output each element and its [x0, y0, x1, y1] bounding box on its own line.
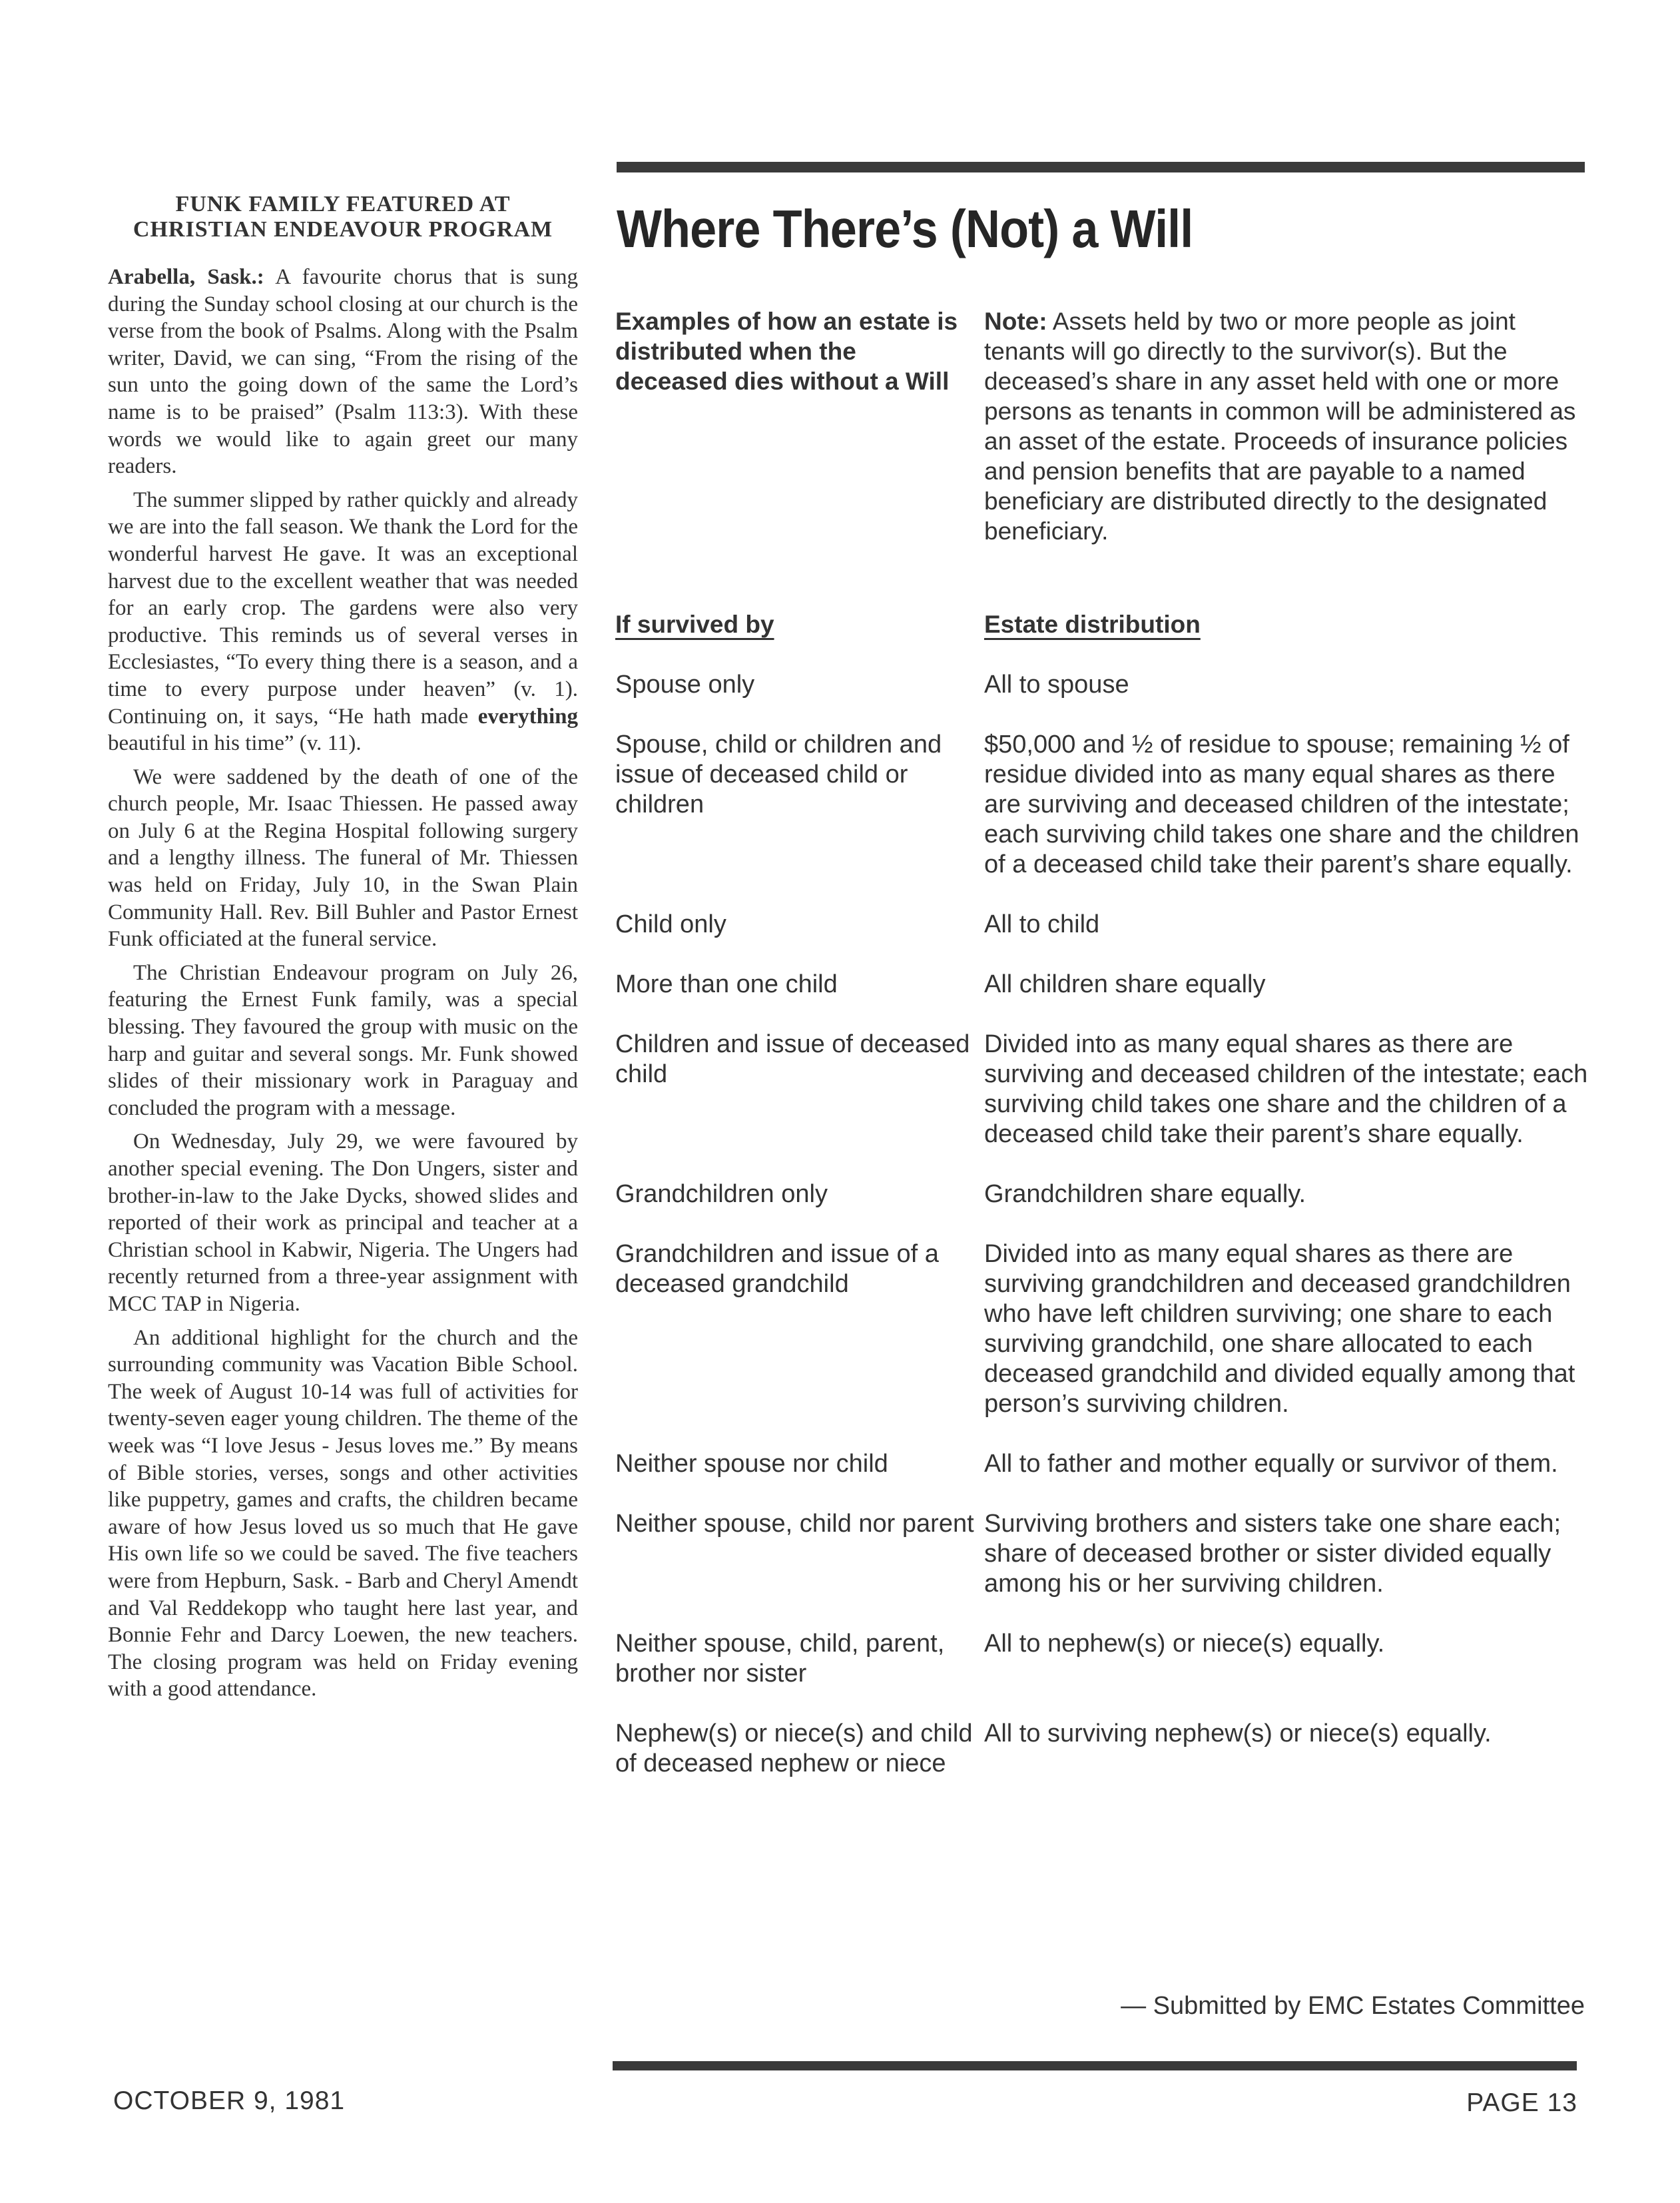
survived-by-cell: Neither spouse, child, parent, brother nor sister: [615, 1630, 945, 1688]
table-row: [615, 1719, 1594, 1779]
distribution-cell: Grandchildren share equally.: [984, 1180, 1306, 1208]
table-row: [615, 1030, 1594, 1149]
column-header-survived-by: If survived by: [615, 611, 774, 638]
dateline: Arabella, Sask.:: [108, 265, 264, 289]
survived-by-cell: Grandchildren only: [615, 1180, 828, 1208]
paragraph-2-text-b: beautiful in his time” (v. 11).: [108, 731, 362, 756]
survived-by-cell: Grandchildren and issue of a deceased grandchild: [615, 1240, 939, 1298]
survived-by-cell: Neither spouse, child nor parent: [615, 1510, 974, 1538]
table-row: [615, 1629, 1594, 1689]
distribution-cell: All to surviving nephew(s) or niece(s) equally.: [984, 1720, 1492, 1747]
paragraph-2: [108, 487, 578, 757]
table-row: [615, 970, 1594, 1000]
survived-by-cell: Spouse, child or children and issue of deceased child or children: [615, 731, 942, 818]
distribution-cell: All to father and mother equally or survivor of them.: [984, 1450, 1558, 1478]
distribution-cell: $50,000 and ½ of residue to spouse; remaining ½ of residue divided into as many equal shares as there are surviving and deceased children of the intestate; each surviving child takes one share and the children of a deceased child take their parent’s share equally.: [984, 731, 1579, 878]
distribution-table: [615, 670, 1594, 1809]
paragraph-2-bold-word: everything: [477, 704, 578, 729]
survived-by-cell: Children and issue of deceased child: [615, 1030, 970, 1088]
footer-page-number: PAGE 13: [1466, 2088, 1577, 2117]
table-row: [615, 1509, 1594, 1599]
paragraph-1-text: A favourite chorus that is sung during the Sunday school closing at our church is the verse from the book of Psalms. Along with the Psalm writer, David, we can sing, “From the rising of the sun unto the going down of the same the Lord’s name is to be praised” (Psalm 113:3). With these words we would like to again greet our many readers.: [108, 265, 578, 479]
survived-by-cell: Child only: [615, 910, 726, 938]
survived-by-cell: Nephew(s) or niece(s) and child of deceased nephew or niece: [615, 1720, 973, 1777]
paragraph-5: On Wednesday, July 29, we were favoured by another special evening. The Don Ungers, sister and brother-in-law to the Jake Dycks, showed slides and reported of their work as principal and teacher at a Christian school in Kabwir, Nigeria. The Ungers had recently returned from a three-year assignment with MCC TAP in Nigeria.: [108, 1129, 578, 1316]
paragraph-4: The Christian Endeavour program on July 26, featuring the Ernest Funk family, was a special blessing. They favoured the group with music on the harp and guitar and several songs. Mr. Funk showed slides of their missionary work in Paraguay and concluded the program with a message.: [108, 960, 578, 1120]
distribution-cell: All children share equally: [984, 970, 1266, 998]
distribution-cell: All to nephew(s) or niece(s) equally.: [984, 1630, 1385, 1658]
survived-by-cell: Spouse only: [615, 671, 755, 699]
survived-by-cell: Neither spouse nor child: [615, 1450, 888, 1478]
footer-date: OCTOBER 9, 1981: [113, 2086, 346, 2115]
distribution-cell: Divided into as many equal shares as there are surviving grandchildren and deceased grandchildren who have left children surviving; one share to each surviving grandchild, one share allocated to each deceased grandchild and divided equally among that person’s surviving children.: [984, 1240, 1575, 1418]
table-row: [615, 1179, 1594, 1209]
will-article-title: Where There’s (Not) a Will: [617, 199, 1193, 258]
distribution-cell: Divided into as many equal shares as there are surviving and deceased children of the intestate; each surviving child takes one share and the children of a deceased child take their parent’s share equally.: [984, 1030, 1588, 1148]
bottom-rule: [613, 2061, 1577, 2070]
survived-by-cell: More than one child: [615, 970, 838, 998]
distribution-cell: All to child: [984, 910, 1100, 938]
table-row: [615, 670, 1594, 700]
distribution-cell: All to spouse: [984, 671, 1129, 699]
table-row: [615, 1239, 1594, 1419]
will-intro: Examples of how an estate is distributed when the deceased dies without a Will: [615, 308, 958, 395]
left-article: [108, 192, 578, 1710]
distribution-cell: Surviving brothers and sisters take one share each; share of deceased brother or sister divided equally among his or her surviving children.: [984, 1510, 1561, 1598]
paragraph-3: We were saddened by the death of one of the church people, Mr. Isaac Thiessen. He passed away on July 6 at the Regina Hospital following surgery and a lengthy illness. The funeral of Mr. Thiessen was held on Friday, July 10, in the Swan Plain Community Hall. Rev. Bill Buhler and Pastor Ernest Funk officiated at the funeral service.: [108, 765, 578, 952]
credit-line: — Submitted by EMC Estates Committee: [1121, 1992, 1585, 2020]
will-note: [984, 306, 1593, 546]
table-row: [615, 910, 1594, 940]
paragraph-1: [108, 264, 578, 480]
table-row: [615, 730, 1594, 880]
paragraph-2-text-a: The summer slipped by rather quickly and already we are into the fall season. We thank the Lord for the wonderful harvest He gave. It was an exceptional harvest due to the excellent weather that was needed for an early crop. The gardens were also very productive. This reminds us of several verses in Ecclesiastes, “To every thing there is a season, and a time to every purpose under heaven” (v. 1). Continuing on, it says, “He hath made: [108, 487, 578, 729]
note-text: Assets held by two or more people as joint tenants will go directly to the survivor(s). But the deceased’s share in any asset held with one or more persons as tenants in common will be administered as an asset of the estate. Proceeds of insurance policies and pension benefits that are payable to a named beneficiary are distributed directly to the designated beneficiary.: [984, 308, 1576, 545]
left-article-headline: FUNK FAMILY FEATURED AT CHRISTIAN ENDEAVOUR PROGRAM: [133, 192, 553, 242]
column-header-estate-distribution: Estate distribution: [984, 611, 1201, 638]
note-label: Note:: [984, 308, 1047, 335]
table-row: [615, 1449, 1594, 1479]
paragraph-6: An additional highlight for the church and the surrounding community was Vacation Bible School. The week of August 10-14 was full of activities for twenty-seven eager young children. The theme of the week was “I love Jesus - Jesus loves me.” By means of Bible stories, verses, songs and other activities like puppetry, games and crafts, the children became aware of how Jesus loved us so much that He gave His own life so we could be saved. The five teachers were from Hepburn, Sask. - Barb and Cheryl Amendt and Val Reddekopp who taught here last year, and Bonnie Fehr and Darcy Loewen, the new teachers. The closing program was held on Friday evening with a good attendance.: [108, 1325, 578, 1702]
top-rule: [617, 162, 1585, 172]
